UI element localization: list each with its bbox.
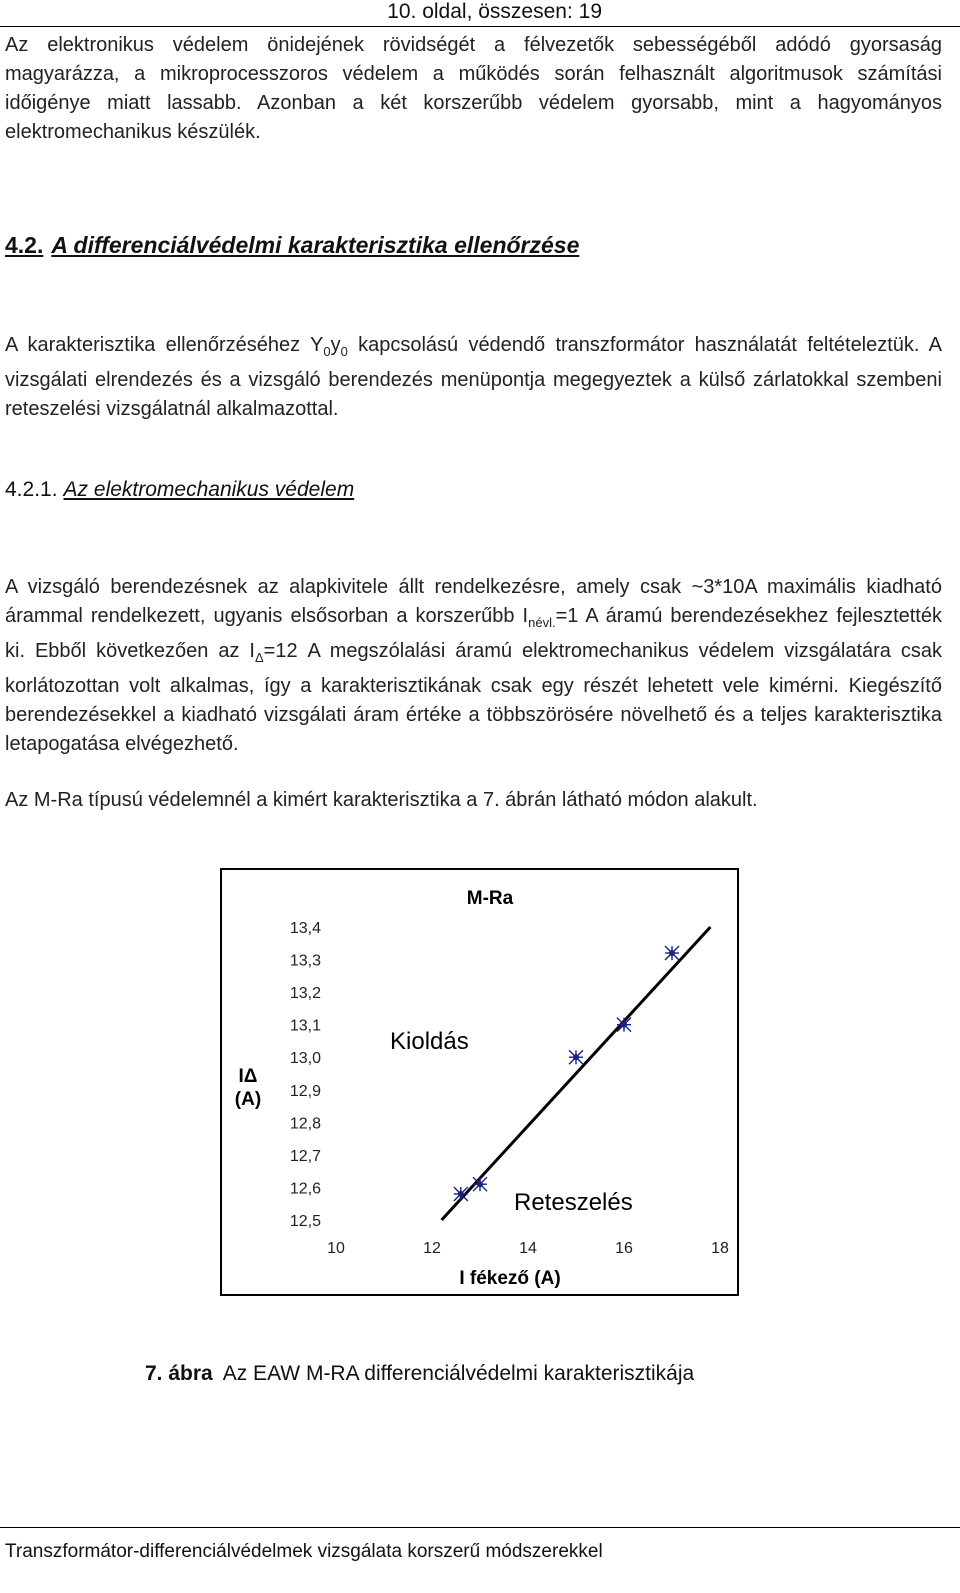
subscript-delta: Δ	[254, 650, 264, 665]
connection-y: y	[330, 334, 341, 356]
header-divider	[0, 26, 960, 27]
subscript-0: 0	[323, 344, 331, 359]
m-ra-chart	[222, 870, 737, 1294]
x-tick-label: 18	[711, 1240, 729, 1257]
caption-text: Az EAW M-RA differenciálvédelmi karakterisztikája	[222, 1362, 695, 1385]
y-axis-label-line2: (A)	[234, 1089, 262, 1110]
x-tick-label: 10	[327, 1240, 345, 1257]
body-paragraph-part2: =1 A áramú berendezésekhez fejlesztették ki. Ebből következően az I	[5, 605, 942, 662]
x-tick-label: 16	[615, 1240, 633, 1257]
data-point	[617, 1018, 631, 1032]
y-tick-label: 13,0	[289, 1050, 321, 1068]
y-tick-label: 12,9	[289, 1082, 321, 1100]
intro-paragraph: Az elektronikus védelem önidejének rövidségét a félvezetők sebességéből adódó gyorsaság magyarázza, a mikroprocesszoros védelem a működés során felhasznált algoritmusok számítási időigénye miatt lassabb. Azonban a két korszerűbb védelem gyorsabb, mint a hagyományos elektromechanikus készülék.	[5, 34, 942, 143]
y-tick-label: 13,2	[289, 985, 321, 1003]
y-tick-label: 13,3	[289, 952, 321, 970]
figure-intro-paragraph: Az M-Ra típusú védelemnél a kimért karakterisztika a 7. ábrán látható módon alakult.	[5, 789, 758, 811]
y-tick-label: 12,5	[289, 1213, 321, 1230]
y-tick-label: 12,6	[289, 1180, 321, 1198]
chart-title: M-Ra	[466, 888, 514, 909]
data-point	[569, 1050, 583, 1064]
body-paragraph-part1: A vizsgáló berendezésnek az alapkivitele állt rendelkezésre, amely csak ~3*10A maximális kiadható árammal rendelkezett, ugyanis elsősorban a korszerűbb I	[5, 576, 942, 627]
figure-7	[220, 868, 739, 1296]
x-tick-label: 14	[519, 1240, 537, 1257]
page-header: 10. oldal, összesen: 19	[387, 0, 602, 23]
section-paragraph-end: kapcsolású védendő transzformátor használatát feltételeztük. A vizsgálati elrendezés és a vizsgáló berendezés menüpontja megegyeztek a külső zárlatokkal szembeni reteszelési vizsgálatnál alkalmazottal.	[5, 334, 942, 420]
characteristic-line	[442, 927, 711, 1220]
subsection-heading	[5, 478, 354, 502]
data-point	[473, 1177, 487, 1191]
body-paragraph-part3: =12 A megszólalási áramú elektromechanikus védelem vizsgálatára csak korlátozottan volt alkalmas, így a karakterisztikának csak egy részét lehetett vele kimérni. Kiegészítő berendezésekkel a kiadható vizsgálati áram értéke a többszörösére növelhető és a teljes karakterisztika letapogatása elvégezhető.	[5, 640, 942, 755]
data-point	[665, 946, 679, 960]
y-tick-label: 13,1	[289, 1017, 321, 1035]
y-axis-label-line1: IΔ	[238, 1066, 258, 1087]
y-tick-label: 13,4	[289, 920, 321, 937]
section-title: A differenciálvédelmi karakterisztika ellenőrzése	[51, 232, 580, 258]
x-tick-label: 12	[423, 1240, 441, 1257]
annotation-kioldas: Kioldás	[390, 1028, 469, 1055]
y-tick-label: 12,7	[289, 1147, 321, 1165]
body-paragraph	[5, 573, 942, 759]
section-paragraph-start: A karakterisztika ellenőrzéséhez Y	[5, 334, 324, 356]
section-number: 4.2.	[5, 232, 44, 258]
subscript-nevl: névl.	[528, 615, 556, 630]
figure-caption	[145, 1362, 694, 1386]
section-heading	[5, 232, 579, 259]
annotation-reteszeles: Reteszelés	[514, 1189, 633, 1216]
data-point	[454, 1187, 468, 1201]
footer-divider	[0, 1527, 960, 1528]
x-axis-label: I fékező (A)	[459, 1268, 561, 1289]
subsection-number: 4.2.1.	[5, 478, 58, 501]
caption-label: 7. ábra	[145, 1362, 213, 1385]
page-footer: Transzformátor-differenciálvédelmek vizsgálata korszerű módszerekkel	[5, 1541, 603, 1562]
y-tick-label: 12,8	[289, 1115, 321, 1133]
subscript-0-second: 0	[340, 344, 348, 359]
section-paragraph	[5, 331, 942, 424]
subsection-title: Az elektromechanikus védelem	[63, 478, 355, 501]
